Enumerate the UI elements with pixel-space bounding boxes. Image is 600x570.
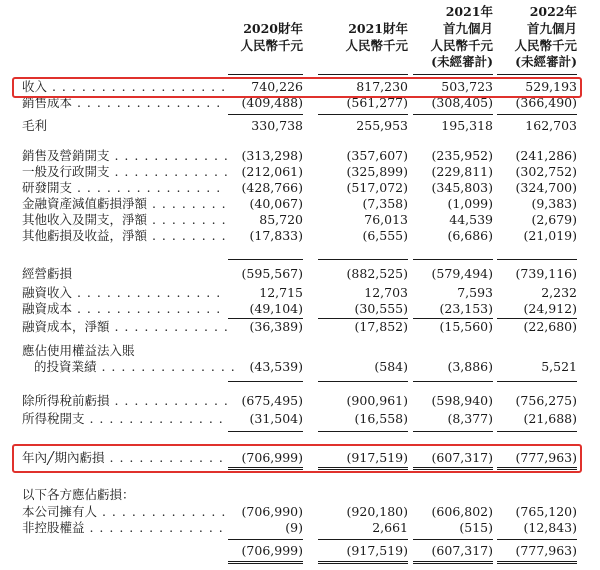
value-9m2022: (366,490) xyxy=(515,95,577,110)
subtotal-rule xyxy=(497,381,577,382)
value-9m2021: (6,686) xyxy=(447,228,493,243)
highlight-box-loss-for-period xyxy=(12,444,582,473)
value-9m2022: 162,703 xyxy=(525,118,577,133)
value-9m2021: (345,803) xyxy=(431,180,493,195)
row-cost-of-sales xyxy=(0,96,600,110)
row-label: 收入 . . . xyxy=(22,80,227,94)
row-general-admin xyxy=(0,165,600,179)
value-2021: (517,072) xyxy=(346,180,408,195)
value-2020: 330,738 xyxy=(251,118,303,133)
row-gross-profit xyxy=(0,119,600,133)
header-underline-2020 xyxy=(228,74,303,75)
col-header-2021-line2: 2021財年 xyxy=(348,21,408,36)
subtotal-rule xyxy=(413,114,493,115)
row-label: 其他虧損及收益，淨額 . . . xyxy=(22,229,227,243)
row-owners-of-company xyxy=(0,505,600,519)
subtotal-rule xyxy=(318,114,408,115)
value-9m2022: (302,752) xyxy=(515,164,577,179)
value-2021: 76,013 xyxy=(364,212,408,227)
row-finance-costs xyxy=(0,302,600,316)
subtotal-rule xyxy=(413,381,493,382)
col-header-9m2022-line4: (未經審計) xyxy=(515,54,577,69)
value-2021: 817,230 xyxy=(356,79,408,94)
value-2021: (6,555) xyxy=(362,228,408,243)
row-finance-income xyxy=(0,286,600,300)
row-selling-marketing xyxy=(0,149,600,163)
value-9m2022: (739,116) xyxy=(515,266,577,281)
row-label: 除所得稅前虧損 . . . xyxy=(22,394,227,408)
col-header-9m2021-line4: (未經審計) xyxy=(431,54,493,69)
subtotal-rule xyxy=(318,431,408,432)
value-2020: (706,999) xyxy=(241,543,303,558)
value-9m2022: (21,019) xyxy=(523,228,577,243)
value-2020: (706,990) xyxy=(241,504,303,519)
row-finance-costs-net xyxy=(0,320,600,334)
row-income-tax xyxy=(0,412,600,426)
row-label: 年內╱期內虧損 . . . xyxy=(22,451,227,465)
value-9m2021: 7,593 xyxy=(457,285,493,300)
subtotal-rule xyxy=(413,431,493,432)
value-2021: (17,852) xyxy=(354,319,408,334)
value-9m2022: (2,679) xyxy=(531,212,577,227)
value-9m2022: 2,232 xyxy=(541,285,577,300)
value-2021: (561,277) xyxy=(346,95,408,110)
double-rule-top xyxy=(413,561,493,562)
row-label: 研發開支 . . . xyxy=(22,181,227,195)
value-2020: 12,715 xyxy=(259,285,303,300)
value-9m2021: 503,723 xyxy=(441,79,493,94)
row-equity-method-heading xyxy=(0,344,600,358)
row-total-attributable xyxy=(0,544,600,558)
subtotal-rule xyxy=(413,259,493,260)
header-underline-9m2022 xyxy=(497,74,577,75)
header-underline-9m2021 xyxy=(413,74,493,75)
value-9m2021: (15,560) xyxy=(439,319,493,334)
value-9m2021: (235,952) xyxy=(431,148,493,163)
subtotal-rule xyxy=(228,381,303,382)
value-2020: (9) xyxy=(285,520,303,535)
subtotal-rule xyxy=(228,114,303,115)
highlight-box-revenue xyxy=(12,77,582,98)
subtotal-rule xyxy=(497,114,577,115)
row-label: 應佔使用權益法入賬 xyxy=(22,344,135,358)
value-2021: 2,661 xyxy=(372,520,408,535)
value-9m2021: 195,318 xyxy=(441,118,493,133)
value-2020: (595,567) xyxy=(241,266,303,281)
value-9m2021: (515) xyxy=(459,520,493,535)
value-9m2022: (777,963) xyxy=(515,543,577,558)
value-2020: 740,226 xyxy=(251,79,303,94)
row-other-income xyxy=(0,213,600,227)
col-header-2020-line3: 人民幣千元 xyxy=(240,38,303,53)
row-label: 金融資產減值虧損淨額 . . . xyxy=(22,197,227,211)
value-2020: (31,504) xyxy=(249,411,303,426)
header-underline-2021 xyxy=(318,74,408,75)
value-2020: (313,298) xyxy=(241,148,303,163)
row-label: 融資成本 . . . xyxy=(22,302,227,316)
subtotal-rule xyxy=(318,259,408,260)
value-2021: (917,519) xyxy=(346,450,408,465)
value-9m2022: (12,843) xyxy=(523,520,577,535)
value-9m2021: (606,802) xyxy=(431,504,493,519)
col-header-9m2021-line3: 人民幣千元 xyxy=(430,38,493,53)
value-2021: 255,953 xyxy=(356,118,408,133)
subtotal-rule xyxy=(228,431,303,432)
subtotal-rule xyxy=(497,259,577,260)
double-rule-bottom xyxy=(497,563,577,564)
value-2020: (36,389) xyxy=(249,319,303,334)
double-rule-bottom xyxy=(318,563,408,564)
value-9m2022: (324,700) xyxy=(515,180,577,195)
value-9m2021: (229,811) xyxy=(431,164,493,179)
row-label: 本公司擁有人 . . . xyxy=(22,505,227,519)
row-label: 一般及行政開支 . . . xyxy=(22,165,227,179)
row-attributable-heading xyxy=(0,488,600,502)
col-header-9m2022-line3: 人民幣千元 xyxy=(514,38,577,53)
subtotal-rule xyxy=(318,381,408,382)
subtotal-rule xyxy=(413,539,493,540)
row-other-losses xyxy=(0,229,600,243)
value-2020: (40,067) xyxy=(249,196,303,211)
double-rule-bottom xyxy=(228,563,303,564)
value-2020: 85,720 xyxy=(259,212,303,227)
value-9m2022: (777,963) xyxy=(515,450,577,465)
value-2020: (706,999) xyxy=(241,450,303,465)
value-2021: (882,525) xyxy=(346,266,408,281)
value-9m2021: (607,317) xyxy=(431,543,493,558)
value-9m2022: (241,286) xyxy=(515,148,577,163)
value-9m2022: 529,193 xyxy=(525,79,577,94)
row-label: 的投資業績 . . . xyxy=(34,360,239,374)
value-9m2022: (21,688) xyxy=(523,411,577,426)
value-2021: (357,607) xyxy=(346,148,408,163)
value-2021: (16,558) xyxy=(354,411,408,426)
value-2021: (917,519) xyxy=(346,543,408,558)
value-9m2021: (8,377) xyxy=(447,411,493,426)
row-impairment xyxy=(0,197,600,211)
value-2020: (49,104) xyxy=(249,301,303,316)
subtotal-rule xyxy=(228,539,303,540)
row-non-controlling xyxy=(0,521,600,535)
value-2021: (7,358) xyxy=(362,196,408,211)
value-2020: (409,488) xyxy=(241,95,303,110)
row-rnd xyxy=(0,181,600,195)
value-9m2022: (22,680) xyxy=(523,319,577,334)
value-2020: (17,833) xyxy=(249,228,303,243)
subtotal-rule xyxy=(497,431,577,432)
value-9m2022: 5,521 xyxy=(541,359,577,374)
row-operating-loss xyxy=(0,267,600,281)
double-rule-top xyxy=(228,561,303,562)
value-2021: (325,899) xyxy=(346,164,408,179)
subtotal-rule xyxy=(228,259,303,260)
value-2020: (428,766) xyxy=(241,180,303,195)
row-label: 以下各方應佔虧損： xyxy=(22,488,135,502)
row-label: 所得稅開支 . . . xyxy=(22,412,227,426)
row-label: 非控股權益 . . . xyxy=(22,521,227,535)
row-loss-before-tax xyxy=(0,394,600,408)
col-header-2020-line2: 2020財年 xyxy=(243,21,303,36)
value-2021: (900,961) xyxy=(346,393,408,408)
value-9m2021: (579,494) xyxy=(431,266,493,281)
value-9m2021: (607,317) xyxy=(431,450,493,465)
double-rule-top xyxy=(318,561,408,562)
value-2020: (675,495) xyxy=(241,393,303,408)
value-2021: (30,555) xyxy=(354,301,408,316)
row-label: 融資成本，淨額 . . . xyxy=(22,320,227,334)
row-label: 銷售及營銷開支 . . . xyxy=(22,149,227,163)
row-equity-method-results xyxy=(0,360,600,374)
value-9m2022: (756,275) xyxy=(515,393,577,408)
double-rule-top xyxy=(497,561,577,562)
col-header-9m2021-line2: 首九個月 xyxy=(442,21,493,36)
row-label: 經營虧損 xyxy=(22,267,73,281)
value-9m2021: 44,539 xyxy=(449,212,493,227)
value-9m2022: (24,912) xyxy=(523,301,577,316)
value-9m2021: (3,886) xyxy=(447,359,493,374)
subtotal-rule xyxy=(318,539,408,540)
row-label: 其他收入及開支，淨額 . . . xyxy=(22,213,227,227)
col-header-2021-line3: 人民幣千元 xyxy=(345,38,408,53)
value-2020: (43,539) xyxy=(249,359,303,374)
value-9m2021: (23,153) xyxy=(439,301,493,316)
subtotal-rule xyxy=(497,539,577,540)
row-label: 融資收入 . . . xyxy=(22,286,227,300)
value-9m2021: (1,099) xyxy=(447,196,493,211)
col-header-9m2022-line2: 首九個月 xyxy=(526,21,577,36)
value-2021: (920,180) xyxy=(346,504,408,519)
double-rule-bottom xyxy=(413,563,493,564)
value-9m2022: (9,383) xyxy=(531,196,577,211)
value-2020: (212,061) xyxy=(241,164,303,179)
col-header-9m2021-line1: 2021年 xyxy=(445,4,493,19)
value-9m2021: (308,405) xyxy=(431,95,493,110)
value-2021: (584) xyxy=(374,359,408,374)
row-label: 毛利 xyxy=(22,119,48,133)
value-9m2022: (765,120) xyxy=(515,504,577,519)
col-header-9m2022-line1: 2022年 xyxy=(529,4,577,19)
value-2021: 12,703 xyxy=(364,285,408,300)
row-label: 銷售成本 . . . xyxy=(22,96,227,110)
value-9m2021: (598,940) xyxy=(431,393,493,408)
